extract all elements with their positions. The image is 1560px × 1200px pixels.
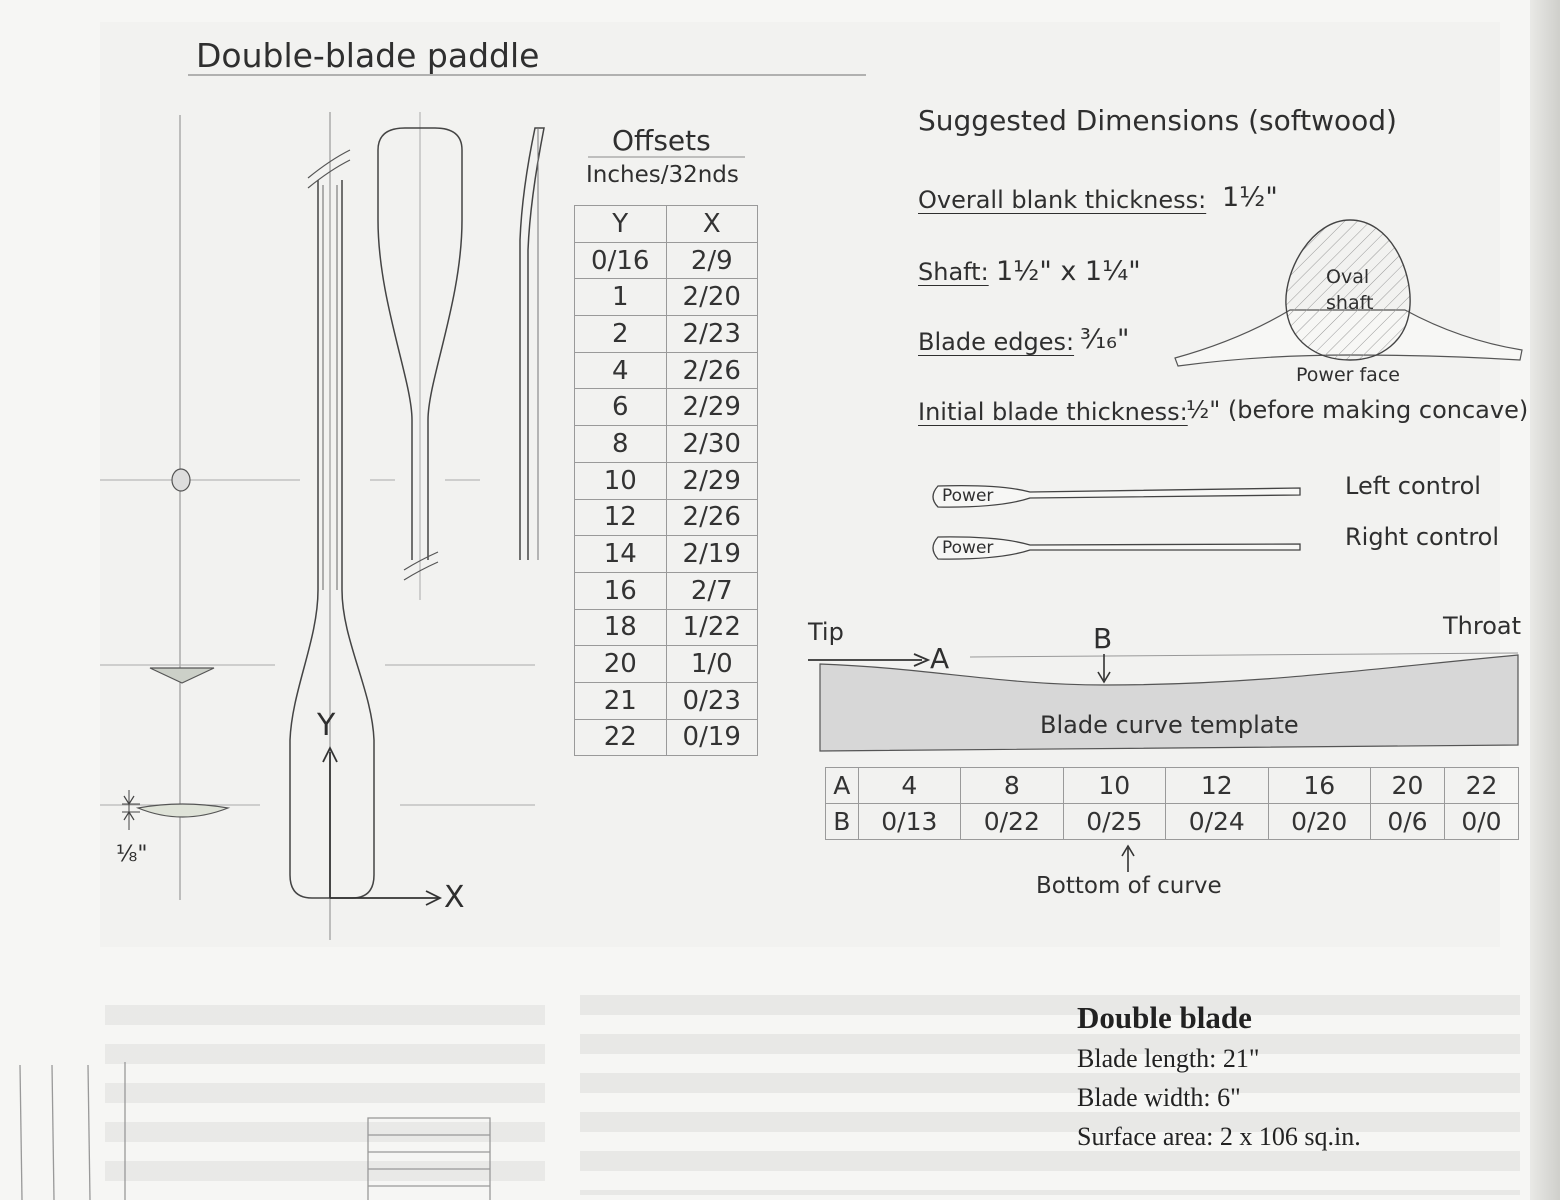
offsets-cell-x: 2/19 bbox=[666, 536, 758, 573]
offsets-row bbox=[575, 279, 758, 316]
offsets-row bbox=[575, 646, 758, 683]
offsets-cell-x: 2/20 bbox=[666, 279, 758, 316]
break-mark-bottom bbox=[404, 552, 438, 580]
offsets-cell-y: 0/16 bbox=[575, 242, 667, 279]
offsets-row bbox=[575, 499, 758, 536]
lower-sketch bbox=[20, 1062, 490, 1200]
offsets-cell-y: 2 bbox=[575, 316, 667, 353]
offsets-row bbox=[575, 536, 758, 573]
offsets-row bbox=[575, 352, 758, 389]
offsets-cell-y: 1 bbox=[575, 279, 667, 316]
curve-cell-b: 0/22 bbox=[961, 804, 1063, 840]
offsets-col-y: Y bbox=[575, 206, 667, 243]
curve-cell-a: 22 bbox=[1444, 768, 1518, 804]
throat-label: Throat bbox=[1443, 612, 1522, 640]
blank-thickness-value: 1½" bbox=[1222, 182, 1278, 213]
curve-cell-b: 0/25 bbox=[1063, 804, 1165, 840]
offsets-cell-x: 2/9 bbox=[666, 242, 758, 279]
blade-section bbox=[138, 804, 228, 817]
offsets-cell-y: 16 bbox=[575, 572, 667, 609]
offsets-row bbox=[575, 389, 758, 426]
blade-edges-value: ³⁄₁₆" bbox=[1080, 324, 1130, 355]
blank-thickness-label: Overall blank thickness: bbox=[918, 186, 1207, 214]
dimensions-heading: Suggested Dimensions (softwood) bbox=[918, 104, 1397, 137]
offsets-cell-x: 1/0 bbox=[666, 646, 758, 683]
offsets-row bbox=[575, 242, 758, 279]
offsets-row bbox=[575, 572, 758, 609]
blade-length: Blade length: 21" bbox=[1077, 1044, 1260, 1073]
offsets-cell-x: 2/26 bbox=[666, 499, 758, 536]
curve-cell-b: 0/0 bbox=[1444, 804, 1518, 840]
offsets-cell-x: 0/23 bbox=[666, 682, 758, 719]
curve-row-a bbox=[826, 768, 1519, 804]
offsets-cell-y: 12 bbox=[575, 499, 667, 536]
curve-cell-a: 12 bbox=[1166, 768, 1268, 804]
oval-label: Oval bbox=[1326, 266, 1370, 288]
curve-cell-a: 4 bbox=[858, 768, 960, 804]
offsets-cell-y: 18 bbox=[575, 609, 667, 646]
curve-cell-b: 0/6 bbox=[1370, 804, 1444, 840]
offsets-cell-x: 2/29 bbox=[666, 462, 758, 499]
paddle-outline bbox=[290, 180, 374, 898]
page-title: Double-blade paddle bbox=[196, 36, 540, 75]
curve-row-a-label: A bbox=[826, 768, 859, 804]
offsets-row bbox=[575, 426, 758, 463]
curve-row-b-label: B bbox=[826, 804, 859, 840]
offsets-cell-x: 2/30 bbox=[666, 426, 758, 463]
curve-row-b bbox=[826, 804, 1519, 840]
offsets-cell-y: 6 bbox=[575, 389, 667, 426]
curve-cell-a: 10 bbox=[1063, 768, 1165, 804]
right-control-label: Right control bbox=[1345, 523, 1500, 551]
offsets-cell-x: 2/26 bbox=[666, 352, 758, 389]
blade-side-view-outline bbox=[520, 128, 544, 560]
surface-area: Surface area: 2 x 106 sq.in. bbox=[1077, 1122, 1361, 1151]
left-control-label: Left control bbox=[1345, 472, 1481, 500]
curve-cell-b: 0/24 bbox=[1166, 804, 1268, 840]
template-top-line bbox=[970, 653, 1518, 657]
tip-label: Tip bbox=[808, 618, 844, 646]
offsets-cell-y: 14 bbox=[575, 536, 667, 573]
offsets-cell-y: 20 bbox=[575, 646, 667, 683]
offsets-row bbox=[575, 462, 758, 499]
eighth-inch-label: ⅛" bbox=[116, 842, 148, 867]
offsets-cell-x: 2/29 bbox=[666, 389, 758, 426]
offsets-row bbox=[575, 719, 758, 756]
curve-cell-a: 16 bbox=[1268, 768, 1370, 804]
shaft-label-oval: shaft bbox=[1326, 292, 1374, 314]
offsets-cell-y: 4 bbox=[575, 352, 667, 389]
shaft-label: Shaft: bbox=[918, 258, 989, 286]
break-mark-top bbox=[308, 150, 350, 188]
offsets-row bbox=[575, 609, 758, 646]
specs-heading: Double blade bbox=[1077, 1000, 1252, 1035]
offsets-cell-y: 21 bbox=[575, 682, 667, 719]
curve-cell-b: 0/20 bbox=[1268, 804, 1370, 840]
blade-width: Blade width: 6" bbox=[1077, 1083, 1241, 1112]
offsets-cell-x: 2/7 bbox=[666, 572, 758, 609]
offsets-cell-x: 2/23 bbox=[666, 316, 758, 353]
throat-section bbox=[150, 668, 214, 683]
template-label: Blade curve template bbox=[1040, 711, 1299, 739]
curve-cell-a: 20 bbox=[1370, 768, 1444, 804]
offsets-cell-x: 0/19 bbox=[666, 719, 758, 756]
shaft-section bbox=[172, 469, 190, 491]
offsets-table bbox=[574, 205, 758, 756]
oval-shaft-outline bbox=[1286, 220, 1410, 360]
point-b-label: B bbox=[1093, 622, 1113, 655]
y-axis-label: Y bbox=[317, 708, 336, 743]
right-control-power-label: Power bbox=[942, 538, 994, 558]
x-axis-label: X bbox=[444, 880, 465, 915]
offsets-cell-y: 8 bbox=[575, 426, 667, 463]
offsets-cell-y: 10 bbox=[575, 462, 667, 499]
left-control-power-label: Power bbox=[942, 486, 994, 506]
offsets-row bbox=[575, 682, 758, 719]
initial-thickness-value: ½" (before making concave) bbox=[1186, 396, 1529, 424]
offsets-cell-y: 22 bbox=[575, 719, 667, 756]
bottom-of-curve-label: Bottom of curve bbox=[1036, 873, 1222, 899]
power-face-label: Power face bbox=[1296, 364, 1400, 386]
initial-thickness-label: Initial blade thickness: bbox=[918, 398, 1188, 426]
curve-cell-a: 8 bbox=[961, 768, 1063, 804]
point-a-label: A bbox=[930, 642, 950, 675]
blade-edges-label: Blade edges: bbox=[918, 328, 1075, 356]
curve-cell-b: 0/13 bbox=[858, 804, 960, 840]
offsets-row bbox=[575, 316, 758, 353]
offsets-header-row bbox=[575, 206, 758, 243]
offsets-col-x: X bbox=[666, 206, 758, 243]
shaft-value: 1½" x 1¼" bbox=[996, 256, 1141, 287]
curve-offsets-table bbox=[825, 767, 1519, 840]
offsets-heading: Offsets bbox=[612, 124, 711, 157]
offsets-subheading: Inches/32nds bbox=[586, 162, 739, 188]
offsets-cell-x: 1/22 bbox=[666, 609, 758, 646]
